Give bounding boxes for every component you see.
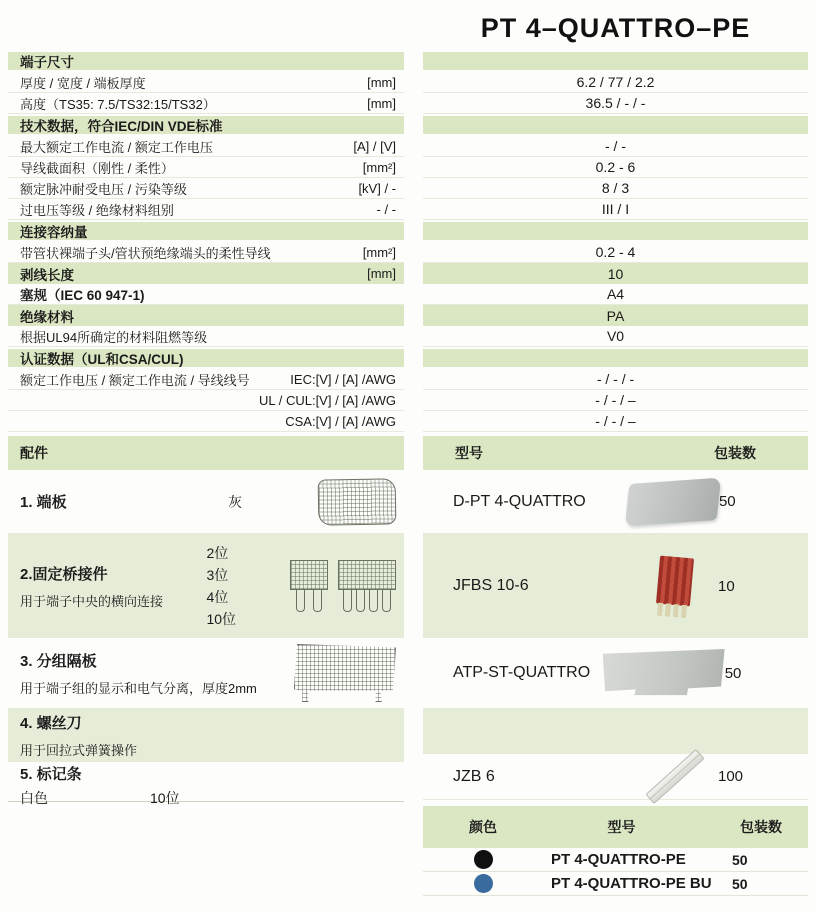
spec-value: 6.2 / 77 / 2.2 [423,72,808,93]
column-color: 颜色 [469,819,497,835]
accessory-title: 5. 标记条 [20,766,82,783]
section-title: 技术数据，符合IEC/DIN VDE标准 [20,119,223,134]
spec-value: V0 [423,326,808,347]
color-dot-blue [474,874,493,893]
accessory-title: 3. 分组隔板 [20,652,97,670]
spec-value: - / - / – [423,411,808,432]
accessory-variants: 2位 3位 4位 10位 [206,545,237,627]
column-model: 型号 [607,819,636,835]
spec-row [8,390,808,411]
spec-value: - / - / - [423,369,808,390]
section-title: 连接容纳量 [20,225,88,240]
spec-value: 10 [423,263,808,284]
product-row-atp [423,638,808,708]
accessory-variant: 10位 [150,790,180,806]
product-qty: 10 [718,577,735,595]
spec-label: 过电压等级 / 绝缘材料组别 [20,202,174,218]
product-model: JFBS 10-6 [453,577,529,594]
spec-row-strip-length [8,263,808,284]
spec-label: 绝缘材料 [20,309,74,325]
product-model: JZB 6 [453,767,495,785]
spec-row [8,178,808,199]
products-header [423,436,808,470]
accessories-right-column [423,436,808,896]
accessories-region [8,436,808,896]
order-table [423,806,808,896]
accessory-title: 1. 端板 [20,494,67,511]
accessory-title: 2.固定桥接件 [20,565,108,583]
spec-label: 剥线长度 [20,267,74,283]
spec-row [8,242,808,263]
spec-unit: - / - [376,201,396,217]
section-title: 端子尺寸 [20,55,74,70]
spec-unit: [A] / [V] [353,138,396,154]
spec-value: 8 / 3 [423,178,808,199]
spec-section-technical-data [8,116,808,134]
spec-value: 0.2 - 4 [423,242,808,263]
end-plate-drawing [318,478,397,525]
product-qty: 50 [724,664,742,682]
order-model: PT 4-QUATTRO-PE BU [551,875,712,892]
spec-row-gauge [8,284,808,305]
order-row [423,848,808,872]
spec-section-certification [8,349,808,367]
spec-row-insulation-material [8,305,808,326]
section-band [423,116,808,134]
red-bridge-photo [655,556,693,607]
accessory-item-end-plate [8,470,404,534]
spec-unit: [mm] [367,74,396,90]
spec-row [8,199,808,220]
spec-value: - / - / – [423,390,808,411]
order-model: PT 4-QUATTRO-PE [551,851,686,868]
accessory-title: 4. 螺丝刀 [20,714,82,732]
spec-unit: [mm] [367,266,396,281]
fixed-bridge-drawing [290,560,328,612]
spec-label: 最大额定工作电流 / 额定工作电压 [20,139,213,155]
product-qty: 50 [718,493,736,510]
product-row-jzb [423,754,808,800]
spec-unit: IEC:[V] / [A] /AWG [290,371,396,387]
product-row-jfbs [423,534,808,638]
spec-table [8,52,808,432]
spec-label: 额定脉冲耐受电压 / 污染等级 [20,181,187,197]
accessory-item-fixed-bridge [8,534,404,638]
column-qty: 包装数 [714,445,756,461]
order-qty: 50 [732,875,748,892]
spec-label: 根据UL94所确定的材料阻燃等级 [20,329,208,345]
section-band [423,222,808,240]
color-dot-black [474,850,493,869]
spec-value: III / I [423,199,808,220]
section-title: 认证数据（UL和CSA/CUL) [20,352,184,367]
spec-unit: CSA:[V] / [A] /AWG [285,413,396,429]
accessory-item-marker-strip [8,762,404,806]
spec-section-terminal-dimensions [8,52,808,70]
order-row [423,872,808,896]
spec-label: 额定工作电压 / 额定工作电流 / 导线线号 [20,372,250,388]
spec-unit: [mm²] [362,159,396,175]
spec-unit: [mm] [367,95,396,111]
empty-green-band [423,708,808,754]
spec-row [8,93,808,114]
page-title: PT 4–QUATTRO–PE [480,12,751,43]
accessory-variant: 灰 [228,493,242,510]
gray-partition-photo [603,649,725,697]
spec-label: 厚度 / 宽度 / 端板厚度 [20,75,146,91]
accessory-item-screwdriver [8,708,404,762]
accessory-description: 用于端子组的显示和电气分离，厚度2mm [20,680,257,696]
column-qty: 包装数 [740,819,782,835]
spec-row [8,136,808,157]
section-band [423,349,808,367]
title-band [8,6,808,50]
spec-row [8,369,808,390]
product-qty: 100 [718,768,744,785]
spec-label: 塞规（IEC 60 947-1) [20,288,145,303]
accessories-left-column [8,436,404,896]
accessory-variant: 白色 [20,790,48,806]
fixed-bridge-drawing [338,560,396,612]
spec-label: 高度（TS35: 7.5/TS32:15/TS32） [20,96,216,112]
spec-unit: [kV] / - [358,180,396,196]
spec-label: 带管状裸端子头/管状预绝缘端头的柔性导线 [20,245,271,261]
spec-value: 36.5 / - / - [423,93,808,114]
accessory-description: 用于回拉式弹簧操作 [20,742,138,758]
section-band [423,52,808,70]
spec-row [8,72,808,93]
product-model: D-PT 4-QUATTRO [453,492,586,510]
column-model: 型号 [455,445,483,461]
product-model: ATP-ST-QUATTRO [453,664,591,681]
accessories-section-header: 配件 [8,436,404,470]
product-row-d-pt [423,470,808,534]
accessory-item-partition-plate [8,638,404,708]
partition-plate-drawing [294,644,396,702]
spec-value: A4 [423,284,808,305]
white-marker-strip-photo [645,749,704,804]
spec-label: 导线截面积（刚性 / 柔性） [20,160,174,176]
gray-end-plate-photo [625,477,721,526]
spec-value: 0.2 - 6 [423,157,808,178]
spec-section-connection-capacity [8,222,808,240]
accessory-description: 用于端子中央的横向连接 [20,593,164,609]
order-table-header [423,806,808,848]
spec-unit: UL / CUL:[V] / [A] /AWG [258,392,396,408]
spec-unit: [mm²] [362,244,396,260]
spec-row [8,326,808,347]
order-qty: 50 [732,851,748,868]
spec-value: - / - [423,136,808,157]
spec-value: PA [423,305,808,326]
spec-row [8,157,808,178]
spec-row [8,411,808,432]
